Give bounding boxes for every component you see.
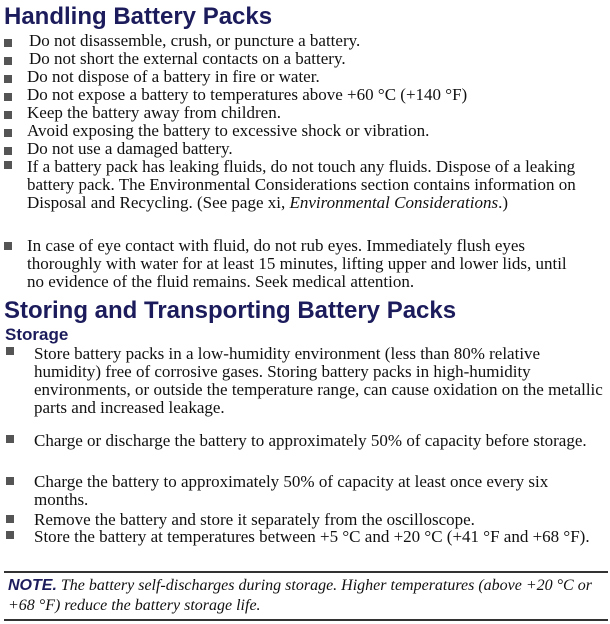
storage-item: Charge the battery to approximately 50% of capacity at least once every six months.	[34, 472, 549, 509]
bullet-icon	[4, 111, 12, 119]
bullet-icon	[4, 161, 12, 169]
bullet-icon	[6, 347, 14, 355]
bullet-icon	[6, 531, 14, 539]
storage-item: Remove the battery and store it separately from the oscilloscope.	[34, 510, 475, 529]
eye-contact-item: In case of eye contact with fluid, do not rub eyes. Immediately flush eyes thoroughly with water for at least 15 minutes, lifting upper and lower lids, until no evidence of the fluid remains. Seek medical attention.	[27, 236, 567, 291]
bullet-icon	[4, 147, 12, 155]
note-top-rule	[4, 571, 608, 573]
environmental-considerations-ref: Environmental Considerations	[289, 193, 499, 212]
bullet-icon	[6, 477, 14, 485]
bullet-icon	[4, 129, 12, 137]
note-label: NOTE.	[8, 577, 57, 594]
storage-item: Charge or discharge the battery to approximately 50% of capacity before storage.	[34, 431, 587, 450]
handling-item: Do not use a damaged battery.	[27, 139, 233, 158]
bullet-icon	[6, 515, 14, 523]
handling-item: Avoid exposing the battery to excessive shock or vibration.	[27, 121, 430, 140]
note-bottom-rule	[4, 619, 608, 621]
handling-item: Do not expose a battery to temperatures above +60 °C (+140 °F)	[27, 85, 468, 104]
bullet-icon	[4, 39, 12, 47]
leak-item	[27, 158, 587, 212]
bullet-icon	[4, 93, 12, 101]
note	[8, 576, 604, 616]
note-text: The battery self-discharges during storage. Higher temperatures (above +20 °C or +68 °F) reduce the battery storage life.	[8, 577, 592, 614]
leak-end: .)	[498, 193, 508, 212]
handling-heading: Handling Battery Packs	[4, 3, 273, 30]
handling-item: Do not dispose of a battery in fire or water.	[27, 67, 320, 86]
storage-item: Store the battery at temperatures between +5 °C and +20 °C (+41 °F and +68 °F).	[34, 527, 590, 546]
storage-item: Store battery packs in a low-humidity environment (less than 80% relative humidity) free of corrosive gases. Storing battery packs in high-humidity environments, or outside the temperature range, can cause oxidation on the metallic parts and increased leakage.	[34, 344, 603, 417]
storing-heading: Storing and Transporting Battery Packs	[4, 297, 457, 324]
bullet-icon	[6, 435, 14, 443]
handling-item: Do not disassemble, crush, or puncture a battery.	[29, 31, 361, 50]
bullet-icon	[4, 75, 12, 83]
leak-text: If a battery pack has leaking fluids, do not touch any fluids. Dispose of a leaking battery pack. The Environmental Considerations section contains information on Disposal and Recycling. (See page xi,	[27, 157, 576, 212]
storage-subheading: Storage	[5, 325, 69, 344]
handling-item: Keep the battery away from children.	[27, 103, 281, 122]
handling-item: Do not short the external contacts on a battery.	[29, 49, 346, 68]
bullet-icon	[4, 57, 12, 65]
bullet-icon	[4, 242, 12, 250]
